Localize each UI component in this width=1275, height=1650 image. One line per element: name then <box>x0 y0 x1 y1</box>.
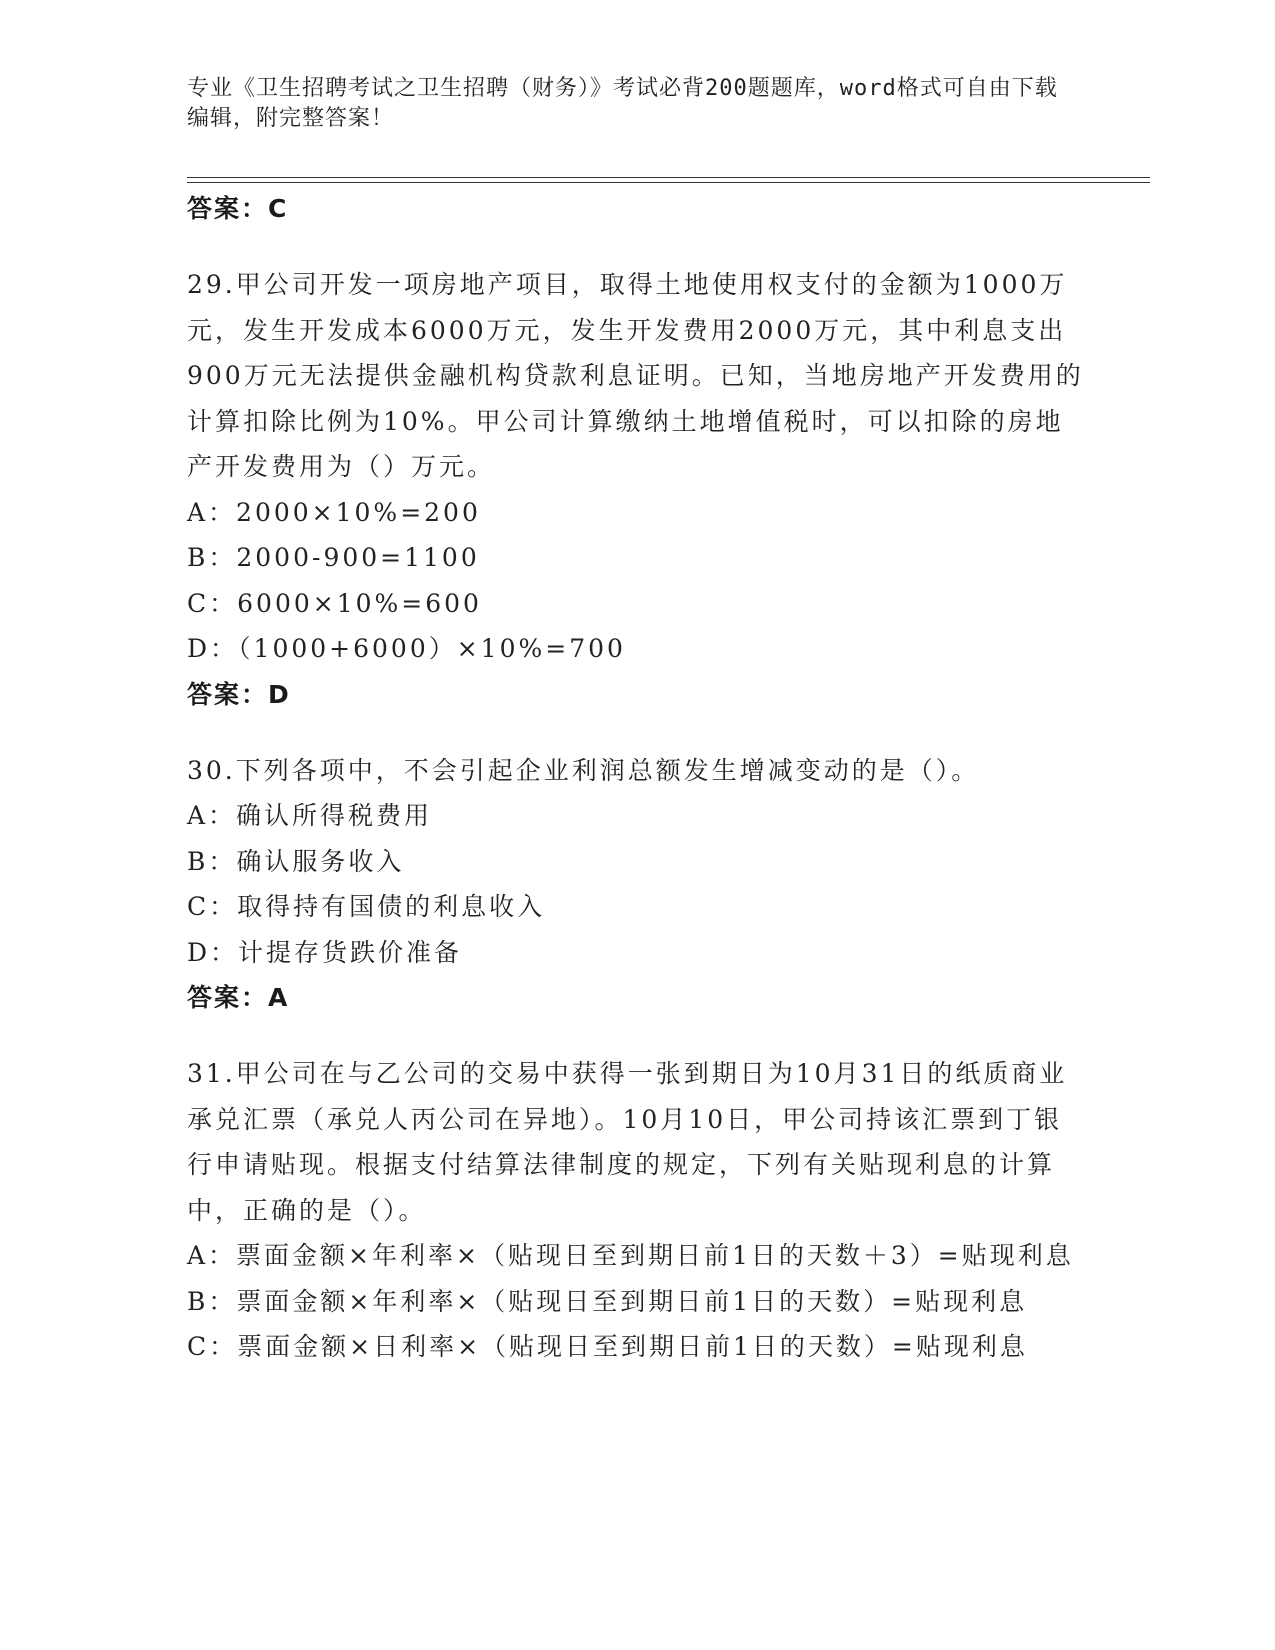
question-31-option-a: A：票面金额×年利率×（贴现日至到期日前1日的天数＋3）=贴现利息 <box>187 1241 1074 1270</box>
question-30-option-a: A：确认所得税费用 <box>187 801 433 830</box>
question-29-option-b: B：2000-900=1100 <box>187 543 480 572</box>
question-29-option-d: D：（1000+6000）×10%=700 <box>187 634 626 663</box>
answer-29: 答案：D <box>187 679 291 709</box>
header-rule-top <box>187 177 1150 178</box>
answer-30: 答案：A <box>187 983 290 1012</box>
header-rule-bottom <box>187 182 1150 183</box>
document-header: 专业《卫生招聘考试之卫生招聘（财务）》考试必背200题题库，word格式可自由下载编辑，附完整答案！ <box>187 76 1058 131</box>
question-31-option-b: B：票面金额×年利率×（贴现日至到期日前1日的天数）=贴现利息 <box>187 1286 1028 1316</box>
question-30-option-b: B：确认服务收入 <box>187 846 405 876</box>
question-29: 29.甲公司开发一项房地产项目，取得土地使用权支付的金额为1000万元，发生开发成本6000万元，发生开发费用2000万元，其中利息支出900万元无法提供金融机构贷款利息证明。已知，当地房地产开发费用的计算扣除比例为10%。甲公司计算缴纳土地增值税时，可以扣除的房地产开发费用为（）万元。 <box>187 270 1084 481</box>
question-30: 30.下列各项中，不会引起企业利润总额发生增减变动的是（）。 <box>187 755 980 785</box>
question-31-option-c: C：票面金额×日利率×（贴现日至到期日前1日的天数）=贴现利息 <box>187 1332 1028 1361</box>
question-29-option-c: C：6000×10%=600 <box>187 588 482 618</box>
answer-previous: 答案：C <box>187 194 289 223</box>
question-31: 31.甲公司在与乙公司的交易中获得一张到期日为10月31日的纸质商业承兑汇票（承兑人丙公司在异地）。10月10日，甲公司持该汇票到丁银行申请贴现。根据支付结算法律制度的规定，下列有关贴现利息的计算中，正确的是（）。 <box>187 1059 1068 1225</box>
document-body <box>187 186 1087 1370</box>
question-30-option-c: C：取得持有国债的利息收入 <box>187 892 546 921</box>
question-29-option-a: A：2000×10%=200 <box>187 497 481 527</box>
question-30-option-d: D：计提存货跌价准备 <box>187 937 463 967</box>
